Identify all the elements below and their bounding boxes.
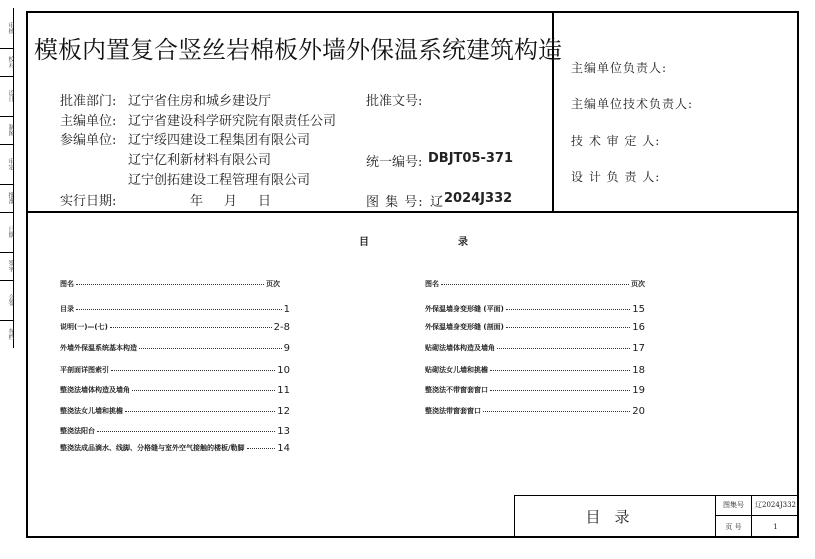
- toc-col-page: 页次: [266, 280, 280, 288]
- toc-item-name: 整浇法墙体构造及墙角: [60, 386, 130, 394]
- participant-2: 辽宁亿利新材料有限公司: [128, 153, 272, 168]
- side-strip-cell: 设计: [0, 76, 13, 117]
- participants-label: 参编单位:: [60, 133, 117, 148]
- toc-item-page: 11: [277, 384, 290, 396]
- toc-leader: [110, 327, 272, 328]
- title-block-page-value: 1: [773, 523, 778, 531]
- toc-item-page: 10: [277, 364, 290, 376]
- impl-date-day: 日: [258, 194, 272, 209]
- toc-leader: [132, 390, 275, 391]
- toc-leader: [247, 448, 276, 449]
- toc-heading-right: 录: [458, 237, 468, 248]
- toc-item[interactable]: [60, 424, 290, 438]
- toc-item-name: 目录: [60, 305, 74, 313]
- side-strip-cell: 签字: [0, 252, 13, 281]
- toc-item-page: 17: [632, 342, 645, 354]
- toc-right-header: [425, 277, 645, 291]
- approval-no-label: 批准文号:: [366, 94, 423, 109]
- toc-heading-left: 目: [359, 237, 369, 248]
- toc-leader: [97, 431, 275, 432]
- side-strip-cell: 制图: [0, 116, 13, 145]
- toc-item-page: 16: [632, 321, 645, 333]
- toc-item-page: 12: [277, 405, 290, 417]
- title-block-atlas-value: 辽2024J332: [752, 495, 799, 516]
- toc-item-name: 贴砌法墙体构造及墙角: [425, 344, 495, 352]
- participant-1: 辽宁绥四建设工程集团有限公司: [128, 133, 311, 148]
- toc-leader: [139, 348, 282, 349]
- toc-leader: [483, 411, 630, 412]
- toc-leader: [490, 390, 630, 391]
- toc-item-page: 2-8: [273, 321, 290, 333]
- toc-left-header: [60, 277, 280, 291]
- header-divider: [26, 211, 799, 213]
- toc-item-page: 18: [632, 364, 645, 376]
- toc-item[interactable]: [60, 320, 290, 334]
- atlas-no-prefix: 辽: [430, 195, 444, 210]
- toc-item-page: 20: [632, 405, 645, 417]
- toc-item-page: 19: [632, 384, 645, 396]
- toc-leader: [76, 309, 282, 310]
- toc-item-name: 整浇法女儿墙和挑檐: [60, 407, 123, 415]
- toc-item-name: 整浇法带窗套窗口: [425, 407, 481, 415]
- toc-col-name: 图名: [425, 280, 439, 288]
- toc-item-page: 14: [277, 442, 290, 454]
- chief-leader-label: 主编单位负责人:: [571, 61, 668, 75]
- toc-col-name: 图名: [60, 280, 74, 288]
- toc-item[interactable]: [60, 302, 290, 316]
- toc-leader: [125, 411, 275, 412]
- impl-date-year: 年: [190, 194, 204, 209]
- participant-3: 辽宁创拓建设工程管理有限公司: [128, 173, 311, 188]
- toc-item-name: 外墙外保温系统基本构造: [60, 344, 137, 352]
- toc-item-name: 外保温墙身变形缝 (平面): [425, 305, 504, 313]
- side-strip-cell: 审核: [0, 8, 13, 49]
- side-strip-cell: 审定: [0, 144, 13, 185]
- side-strip-cell: 批准: [0, 184, 13, 213]
- toc-leader: [506, 309, 630, 310]
- approval-dept: 辽宁省住房和城乡建设厅: [128, 94, 272, 109]
- unified-no: DBJT05-371: [428, 151, 514, 166]
- approval-dept-label: 批准部门:: [60, 94, 117, 109]
- toc-item-name: 整浇法阳台: [60, 427, 95, 435]
- toc-item[interactable]: [60, 383, 290, 397]
- title-block-main: 目录: [514, 495, 716, 538]
- side-strip-cell: 存档: [7, 328, 14, 340]
- page-title: 模板内置复合竖丝岩棉板外墙外保温系统建筑构造: [34, 36, 562, 64]
- chief-unit: 辽宁省建设科学研究院有限责任公司: [128, 114, 337, 129]
- toc-leader: [441, 284, 629, 285]
- toc-item[interactable]: [425, 404, 645, 418]
- side-strip-cell: 日期: [0, 212, 13, 253]
- toc-leader: [490, 370, 630, 371]
- toc-col-page: 页次: [631, 280, 645, 288]
- toc-item-name: 平剖面详图索引: [60, 366, 109, 374]
- side-strip-cell: 校对: [0, 48, 13, 77]
- toc-item-name: 外保温墙身变形缝 (剖面): [425, 323, 504, 331]
- side-strip-cell: 会签: [0, 280, 13, 321]
- toc-item-page: 15: [632, 303, 645, 315]
- impl-date-label: 实行日期:: [60, 194, 117, 209]
- toc-item[interactable]: [60, 363, 290, 377]
- toc-item-page: 9: [283, 342, 290, 354]
- title-block-atlas-label: 图集号: [716, 495, 752, 516]
- unified-no-label: 统一编号:: [366, 155, 423, 170]
- title-block-page-label: 页 号: [716, 516, 752, 538]
- toc-item-name: 贴砌法女儿墙和挑檐: [425, 366, 488, 374]
- chief-tech-label: 主编单位技术负责人:: [571, 97, 694, 111]
- designer-label: 设 计 负 责 人:: [571, 170, 661, 184]
- reviewer-label: 技 术 审 定 人:: [571, 134, 661, 148]
- toc-leader: [76, 284, 264, 285]
- impl-date-month: 月: [224, 194, 238, 209]
- toc-item[interactable]: [425, 383, 645, 397]
- side-sign-strip: [0, 8, 14, 348]
- toc-item[interactable]: [60, 441, 290, 455]
- toc-item[interactable]: [425, 341, 645, 355]
- chief-unit-label: 主编单位:: [60, 114, 117, 129]
- toc-item[interactable]: [60, 341, 290, 355]
- atlas-no: 2024J332: [444, 191, 513, 206]
- toc-leader: [111, 370, 275, 371]
- toc-item-page: 1: [283, 303, 290, 315]
- atlas-no-label: 图 集 号:: [366, 195, 424, 210]
- toc-item[interactable]: [425, 302, 645, 316]
- toc-item-name: 整浇法不带窗套窗口: [425, 386, 488, 394]
- toc-item-page: 13: [277, 425, 290, 437]
- toc-item[interactable]: [60, 404, 290, 418]
- toc-item[interactable]: [425, 320, 645, 334]
- toc-leader: [497, 348, 630, 349]
- toc-leader: [506, 327, 630, 328]
- toc-item[interactable]: [425, 363, 645, 377]
- toc-item-name: 整浇法成品滴水、线脚、分格缝与室外空气接触的楼板/勒脚: [60, 444, 245, 452]
- toc-item-name: 说明(一)—(七): [60, 323, 108, 331]
